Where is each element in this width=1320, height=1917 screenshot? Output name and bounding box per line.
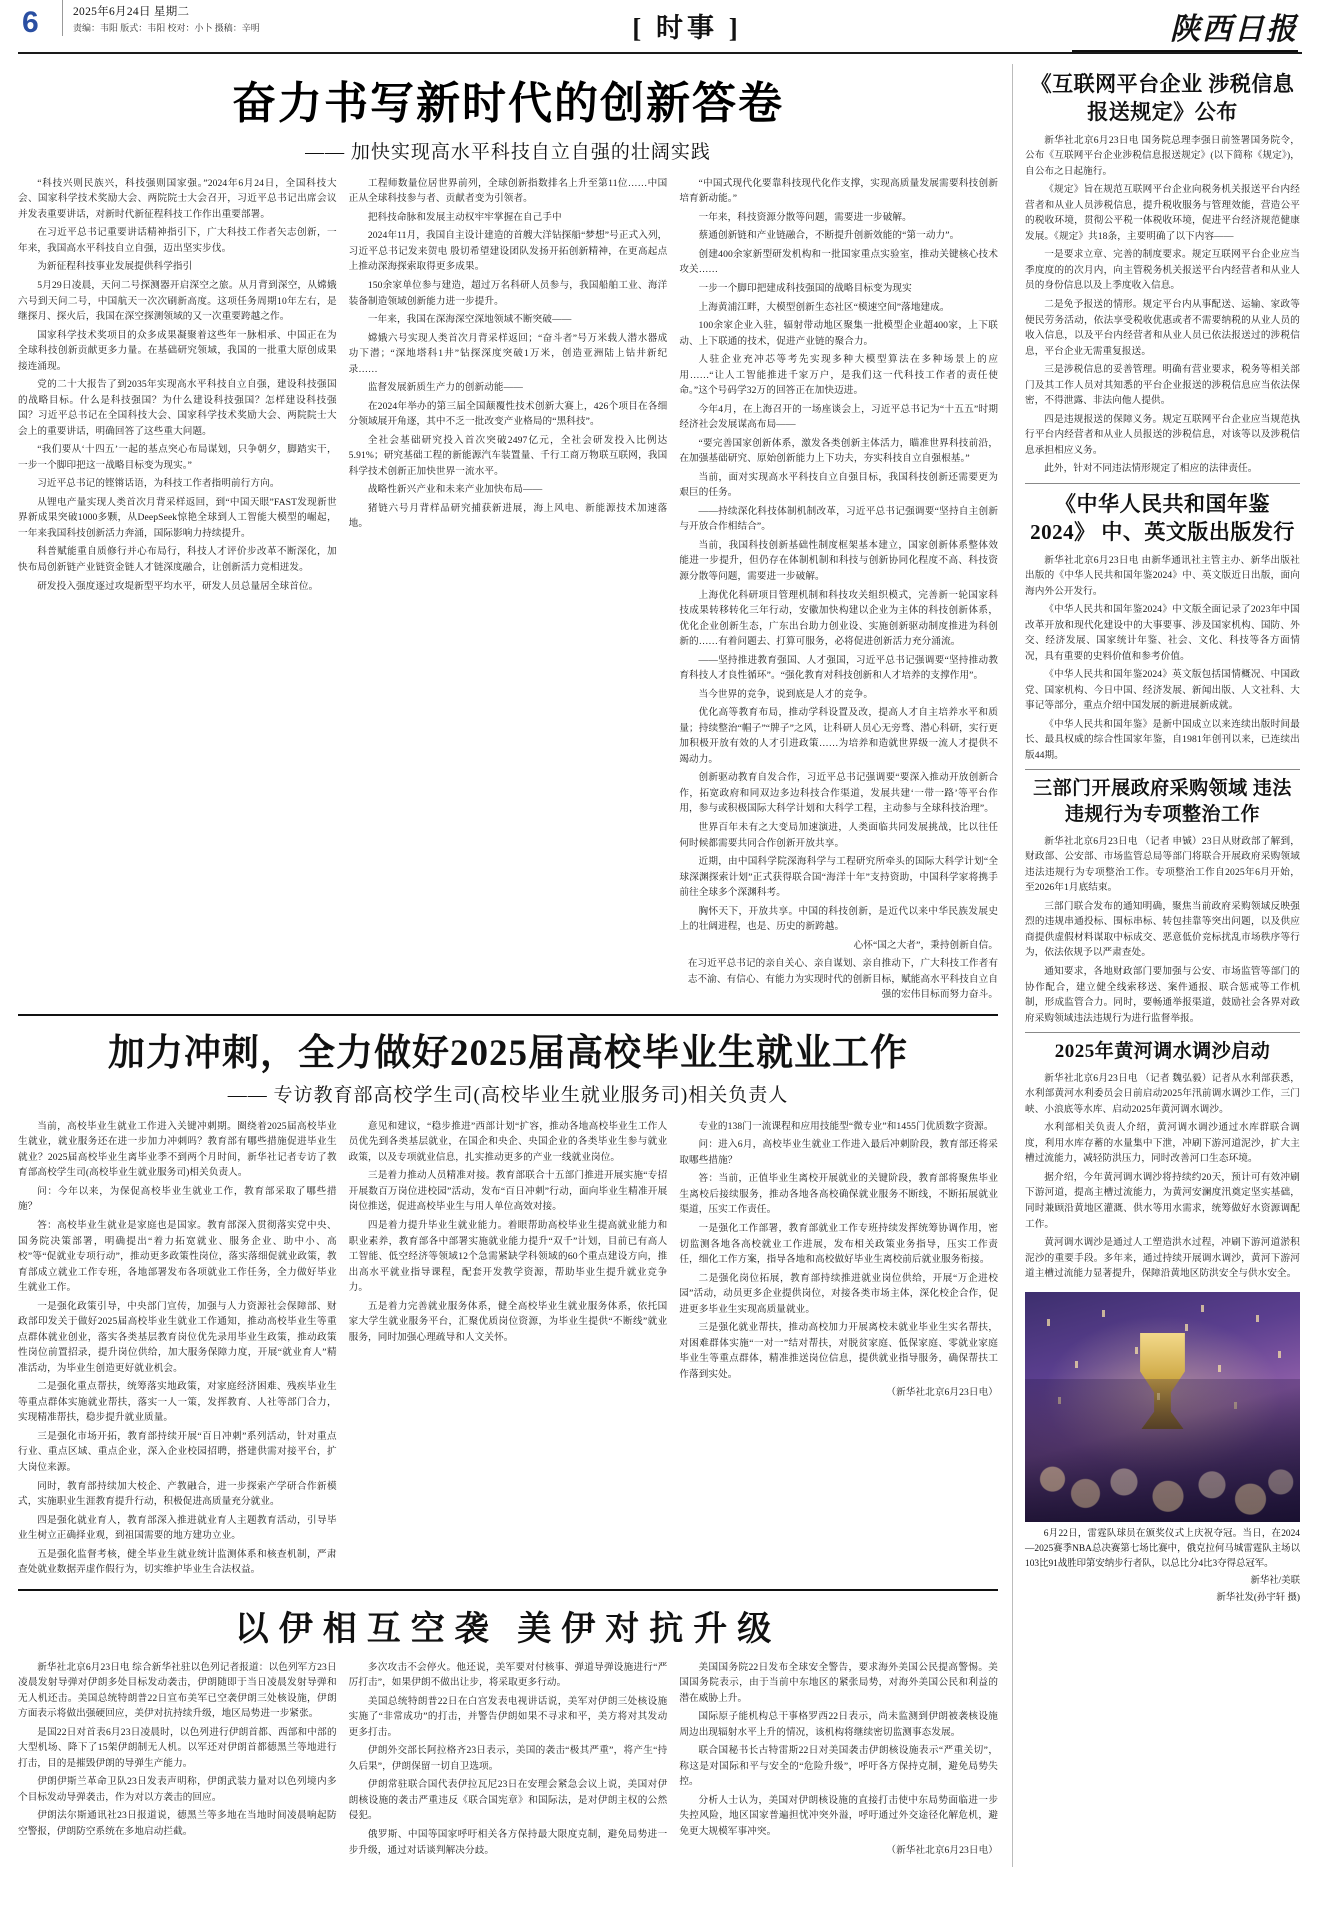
paragraph: “我们要从‘十四五’一起的基点突心布局谋划，只争朝夕，脚踏实干，一步一个脚印把这一战略目标变为现实。” [18, 444, 337, 471]
paragraph: 工程师数量位居世界前列，全球创新指数排名上升至第11位……中国正从全球科技参与者、贡献者变为引领者。 [348, 177, 668, 205]
paragraph: 四是强化就业育人，教育部深入推进就业育人主题教育活动，引导毕业生树立正确择业观，到祖国需要的地方建功立业。 [18, 1514, 337, 1542]
sidebar-article-procurement [1025, 776, 1300, 1026]
sidebar-divider-1 [1025, 483, 1300, 484]
paragraph: 一年来，科技资源分散等问题，需要进一步破解。 [698, 211, 912, 223]
column-3 [679, 176, 998, 1006]
paragraph: 人驻企业充冲芯等考先实现多种大模型算法在多种场景上的应用……“让人工智能推进千家万户，是我们这一代科技工作者的责任使命。”这个号码学32万的回答正在加快迈进。 [679, 354, 999, 397]
paragraph: 专业的138门一流课程和应用技能型“微专业”和1455门优质数字资源。 [698, 1120, 994, 1132]
paragraph: 把科技命脉和发展主动权牢牢掌握在自己手中 [367, 211, 562, 223]
paragraph: 二是强化岗位拓展，教育部持续推进就业岗位供给，开展“万企进校园”活动，动员更多企业提供岗位，对接各类市场主体，深化校企合作，促进更多毕业生实现高质量就业。 [679, 1272, 999, 1315]
page-body [18, 64, 1302, 1867]
paragraph: 一是要求立章、完善的制度要求。规定互联网平台企业应当季度度的的次月内，向主管税务机关报送平台内经营者和从业人员的身份信息以及上季度收入信息。 [1025, 249, 1300, 292]
publication-date: 2025年6月24日 星期二 [73, 6, 190, 18]
column-2 [349, 176, 668, 1006]
paragraph: “要完善国家创新体系，激发各类创新主体活力，瞄准世界科技前沿，在加强基础研究、原始创新能力上下功夫，夯实科技自立自强根基。” [679, 437, 999, 465]
sidebar-divider-3 [1025, 1032, 1300, 1033]
paragraph: 研发投入强度逐过攻堤新型平均水平，研发人员总量居全球首位。 [37, 580, 319, 592]
article-employment-headline: 加力冲刺，全力做好2025届高校毕业生就业工作 [108, 1032, 908, 1074]
paragraph: 五是着力完善就业服务体系，健全高校毕业生就业服务体系，依托国家大学生就业服务平台，汇聚优质岗位资源，为毕业生提供“不断线”就业服务，同时加强心理疏导和人文关怀。 [348, 1300, 668, 1343]
paragraph: 水利部相关负责人介绍，黄河调水调沙通过水库群联合调度，利用水库存蓄的水量集中下泄，冲刷下游河道泥沙，扩大主槽过流能力，减轻防洪压力，同时改善河口生态环境。 [1025, 1122, 1300, 1165]
paragraph: 在2024年举办的第三届全国颠覆性技术创新大赛上，426个项目在各细分领域展开角逐，其中不乏一批改变产业格局的“黑科技”。 [348, 400, 668, 428]
paragraph: 是国22日对首表6月23日凌晨时，以色列进行伊朗首都、西部和中部的大型机场、降下了15架伊朗制无人机。以军还对伊朗首都德黑兰等地进行打击，目的是摧毁伊朗的导弹生产能力。 [18, 1726, 337, 1769]
paragraph: 新华社北京6月23日电 （记者 申铖）23日从财政部了解到，财政部、公安部、市场监管总局等部门将联合开展政府采购领域违法违规行为专项整治工作。专项整治工作自2025年6月开始，至2026年1月底结束。 [1025, 835, 1300, 894]
paragraph: 100余家企业入驻，辐射带动地区聚集一批模型企业超400家，上下联动、上下联通的技术，促进产业链的聚合力。 [679, 320, 999, 347]
sidebar-zone [1012, 64, 1300, 1867]
sidebar-article-yearbook [1025, 490, 1300, 764]
masthead-meta [62, 0, 302, 36]
paragraph: 胸怀天下，开放共享。中国的科技创新，是近代以来中华民族发展史上的壮阔进程，也是、历史的新跨越。 [679, 905, 999, 933]
article-employment-subhead: —— 专访教育部高校学生司(高校毕业生就业服务司)相关负责人 [227, 1084, 789, 1106]
section-divider-2 [18, 1589, 998, 1591]
paragraph: 新华社北京6月23日电 （记者 魏弘毅）记者从水利部获悉，水利部黄河水利委员会日前启动2025年汛前调水调沙工作，三门峡、小浪底等水库、启动2025年黄河调水调沙。 [1025, 1072, 1300, 1115]
paragraph: “科技兴则民族兴，科技强则国家强。”2024年6月24日，全国科技大会、国家科学技术奖励大会、两院院士大会召开，习近平总书记出席会议并发表重要讲话，对新时代新征程科技工作作出重要部署。 [18, 177, 337, 220]
article-israel-iran [18, 1601, 998, 1861]
sidebar-headline-procurement: 三部门开展政府采购领域 违法违规行为专项整治工作 [1033, 778, 1292, 826]
paragraph: 一年来，我国在深海深空深地领域不断突破—— [367, 314, 572, 326]
sidebar-divider-2 [1025, 769, 1300, 770]
paragraph: 近期，由中国科学院深海科学与工程研究所牵头的国际大科学计划“全球深渊探索计划”正式获得联合国“海洋十年”支持资助，中国科学家将携手前往全球多个深渊科考。 [679, 856, 999, 899]
column-3 [679, 1660, 998, 1861]
paragraph: 全社会基础研究投入首次突破2497亿元，全社会研发投入比例达5.91%；研究基础工程的新能源汽车装置量、千行工商万物联互联网，我国科学技术创新正加快世界一流水平。 [348, 434, 668, 477]
paragraph: 科普赋能重自质修行并心布局行，科技人才评价步改革不断深化，加快布局创新链产业链资金链人才链深度融合，让创新活力竞相迸发。 [18, 546, 337, 574]
photo-crowd [1025, 1379, 1300, 1522]
paragraph: 习近平总书记的铿锵话语，为科技工作者指明前行方向。 [37, 478, 280, 490]
column-3 [679, 1119, 998, 1581]
sidebar-headline-yellow-river: 2025年黄河调水调沙启动 [1054, 1041, 1271, 1063]
sidebar-headline-platform-tax: 《互联网平台企业 涉税信息报送规定》公布 [1030, 72, 1295, 125]
photo-credit: 新华社/美联 [1250, 1575, 1300, 1586]
paragraph: 三是强化市场开拓，教育部持续开展“百日冲刺”系列活动，针对重点行业、重点区域、重点企业，深入企业校园招聘，搭建供需对接平台，扩大岗位来源。 [18, 1430, 337, 1473]
paragraph: 四是着力提升毕业生就业能力。着眼帮助高校毕业生提高就业能力和职业素养，教育部各中部署实施就业能力提升“双千”计划，目前已有高人工智能、低空经济等领域12个急需紧缺学科领域的60个重点建设方向，推出高水平就业指导课程，配套开发教学资源，帮助毕业生提升就业竞争力。 [348, 1220, 668, 1294]
sidebar-article-platform-tax [1025, 70, 1300, 477]
paragraph: 上海黄浦江畔，大模型创新生态社区“模速空间”落地建成。 [698, 301, 950, 313]
paragraph: 战略性新兴产业和未来产业加快布局—— [367, 484, 543, 496]
article-innovation-subhead: —— 加快实现高水平科技自立自强的壮阔实践 [305, 141, 711, 163]
paragraph: 今年4月，在上海召开的一场座谈会上，习近平总书记为“十五五”时期经济社会发展谋高布局—— [679, 403, 999, 431]
paragraph: 二是免予报送的情形。规定平台内从事配送、运输、家政等便民劳务活动，依法享受税收优惠或者不需要纳税的从业人员的收入信息，以及平台内经营者和从业人员已依法报送过的涉税信息，平台企业无需重复报送。 [1025, 299, 1300, 357]
paragraph: 俄罗斯、中国等国家呼吁相关各方保持最大限度克制，避免局势进一步升级，通过对话谈判解决分歧。 [348, 1829, 668, 1856]
paper-name: 陕西日报 [1170, 13, 1298, 46]
column-1 [18, 176, 337, 1006]
paragraph: 伊朗外交部长阿拉格齐23日表示，美国的袭击“极其严重”，将产生“持久后果”，伊朗保留一切自卫选项。 [348, 1745, 668, 1772]
paragraph: 创建400余家新型研发机构和一批国家重点实验室，推动关键核心技术攻关…… [679, 248, 999, 276]
paragraph: 蔡通创新链和产业链融合，不断提升创新效能的“第一动力”。 [698, 230, 960, 242]
paragraph: 创新驱动教育自发合作，习近平总书记强调要“要深入推动开放创新合作，拓宽政府和同双边多边科技合作渠道，发展共建‘一带一路’等平台作用，参与或积极国际大科学计划和大科学工程，主动参与全球科技治理”。 [679, 772, 999, 815]
dateline: 在习近平总书记的亲自关心、亲自谋划、亲自推动下，广大科技工作者有志不渝、有信心、有能力为实现时代的创新目标，赋能高水平科技自立自强的宏伟目标而努力奋斗。 [687, 958, 999, 1001]
photo-nba-celebration [1025, 1292, 1300, 1522]
paragraph: 在习近平总书记重要讲话精神指引下，广大科技工作者矢志创新，一年来，我国高水平科技自立自强，迈出坚实步伐。 [18, 227, 337, 254]
paragraph: 国家科学技术奖项目的众多成果凝聚着这些年一脉相承、中国正在为全球科技创新贡献更多力量。在基础研究领域，我国的一批重大原创成果接连涌现。 [18, 329, 337, 372]
article-innovation-headline: 奋力书写新时代的创新答卷 [232, 79, 784, 128]
paragraph: 猪链六号月背样品研究捕获新进展，海上风电、新能源技术加速落地。 [348, 502, 668, 530]
paragraph: 一步一个脚印把建成科技强国的战略目标变为现实 [698, 282, 912, 294]
page-bottom-credit: 新华社发(孙宇轩 摄) [1216, 1592, 1300, 1603]
main-zone [18, 64, 998, 1867]
paragraph: 当前，高校毕业生就业工作进入关键冲刺期。圈绕着2025届高校毕业生就业，就业服务还在进一步加力冲刺吗？教育部有哪些措施促进毕业生就业？2025届高校毕业生离毕业季不到两个月时间，新华社记者专访了教育部高校学生司(高校毕业生就业服务司)相关负责人。 [18, 1120, 337, 1179]
page-number: 6 [22, 6, 39, 39]
paragraph: 伊朗伊斯兰革命卫队23日发表声明称，伊朗武装力量对以色列境内多个目标发动导弹袭击，作为对以方袭击的回应。 [18, 1776, 337, 1803]
paragraph: 问：进入6月，高校毕业生就业工作进入最后冲刺阶段，教育部还将采取哪些措施？ [679, 1139, 999, 1166]
article-israel-columns [18, 1660, 998, 1861]
paragraph: 意见和建议，“稳步推进”西部计划“扩容，推动各地高校毕业生工作人员优先到各类基层就业，在国企和央企、央国企业的各类毕业生参与就业政策，以及专项就业信息，扎实推动更多的产业一线就业岗位。 [348, 1120, 668, 1163]
paragraph: 一是强化政策引导，中央部门宣传，加强与人力资源社会保障部、财政部印发关于做好2025届高校毕业生就业工作通知，推动高校毕业生等重点群体就业创业，落实各类基层教育岗位优先录用毕业生政策，推动政策性岗位前置招录，提升岗位供给，加大服务保障力度，开展“就业育人”精准活动，为毕业生创造更好就业机会。 [18, 1300, 337, 1374]
column-2 [349, 1119, 668, 1581]
paragraph: ——坚持推进教育强国、人才强国，习近平总书记强调要“坚持推动教育科技人才良性循环”。“强化教育对科技创新和人才培养的支撑作用”。 [679, 654, 999, 682]
sidebar-article-yellow-river [1025, 1039, 1300, 1282]
article-employment [18, 1022, 998, 1581]
editorial-credits: 责编：韦阳 版式：韦阳 校对：小卜 摄稿：辛明 [73, 23, 260, 33]
paragraph: 三部门联合发布的通知明确，聚焦当前政府采购领域反映强烈的违规串通投标、围标串标、转包挂靠等突出问题，以及供应商提供虚假材料谋取中标成交、恶意低价竞标扰乱市场秩序等行为，依法依规予以严肃查处。 [1025, 900, 1300, 959]
paragraph: 同时，教育部持续加大校企、产教融合，进一步探索产学研合作新模式，实施职业生涯教育提升行动，积极促进高质量充分就业。 [18, 1480, 337, 1508]
paragraph: 当前，面对实现高水平科技自立自强目标，我国科技创新还需要更为艰巨的任务。 [679, 471, 999, 499]
paragraph: 《规定》旨在规范互联网平台企业向税务机关报送平台内经营者和从业人员涉税信息，提升税收服务与管理效能，营造公平的税收环境，贯彻公平税一体税收环境，促进平台经济规范健康发展。《规定》共18条，主要明确了以下内容—— [1025, 184, 1300, 242]
paragraph: 5月29日凌晨，天问二号探测器开启深空之旅。从月背到深空，从嫦娥六号到天问二号，中国航天一次次刷新高度。这项任务周期10年左右，是继探月、探火后，我国在深空探测领域的又一次重要跨越之作。 [18, 279, 337, 323]
dateline: （新华社北京6月23日电） [886, 1387, 999, 1399]
paragraph: 通知要求，各地财政部门要加强与公安、市场监管等部门的协作配合，建立健全线索移送、案件通报、联合惩戒等工作机制，形成监管合力。同时，要畅通举报渠道，鼓励社会各界对政府采购领域违法违规行为进行监督举报。 [1025, 965, 1300, 1024]
paragraph: 国际原子能机构总干事格罗西22日表示，尚未监测到伊朗被袭核设施周边出现辐射水平上升的情况，该机构将继续密切监测事态发展。 [679, 1711, 999, 1738]
paragraph: 多次攻击不会停火。他还说，美军要对付核事、弹道导弹设施进行“严厉打击”，如果伊朗不做出让步，将采取更多行动。 [348, 1661, 668, 1689]
paragraph: 此外，针对不同违法情形规定了相应的法律责任。 [1044, 463, 1258, 475]
paragraph: 问：今年以来，为保促高校毕业生就业工作，教育部采取了哪些措施？ [18, 1185, 337, 1213]
logo-rule [1072, 50, 1298, 52]
dateline: （新华社北京6月23日电） [886, 1844, 999, 1856]
article-employment-columns [18, 1119, 998, 1581]
paragraph: 新华社北京6月23日电 综合新华社驻以色列记者报道：以色列军方23日凌晨发射导弹对伊朗多处目标发动袭击，伊朗随即于当日凌晨发射导弹和无人机还击。美国总统特朗普22日宣布美军已空袭伊朗三处核设施，伊朗方面表示将做出强硬回应，美伊对抗持续升级，地区局势进一步紧张。 [18, 1661, 337, 1720]
paragraph: 上海优化科研项目管理机制和科技攻关组织模式，完善新一轮国家科技成果转移转化三年行动，安徽加快构建以企业为主体的科技创新体系，优化企业创新生态，广东出台助力创业设、实施创新驱动制度推进为科创新的……有着问题去、打算可服务，必将促进创新活力充分涌流。 [679, 589, 999, 648]
photo-caption: 6月22日，雷霆队球员在颁奖仪式上庆祝夺冠。当日，在2024—2025赛季NBA总决赛第七场比赛中，俄克拉何马城雷霆队主场以103比91战胜印第安纳步行者队，以总比分4比3夺得总冠军。 [1025, 1528, 1300, 1569]
article-innovation [18, 78, 998, 1006]
masthead [18, 0, 1302, 54]
paragraph: ——持续深化科技体制机制改革，习近平总书记强调要“坚持自主创新与开放合作相结合”。 [679, 505, 999, 533]
paragraph: 联合国秘书长古特雷斯22日对美国袭击伊朗核设施表示“严重关切”，称这是对国际和平与安全的“危险升级”，呼吁各方保持克制，避免局势失控。 [679, 1745, 999, 1788]
column-1 [18, 1119, 337, 1581]
paragraph: 据介绍，今年黄河调水调沙将持续约20天，预计可有效冲刷下游河道，提高主槽过流能力，为黄河安澜度汛奠定坚实基础，同时兼顾沿黄地区灌溉、供水等用水需求，统筹做好水资源调配工作。 [1025, 1171, 1300, 1230]
paragraph: 二是强化重点帮扶，统筹落实地政策，对家庭经济困难、残疾毕业生等重点群体实施就业帮扶，落实一人一策，发挥教育、人社等部门合力，实现精准帮扶，稳步提升就业质量。 [18, 1381, 337, 1424]
article-innovation-columns [18, 176, 998, 1006]
paragraph: 新华社北京6月23日电 国务院总理李强日前签署国务院令，公布《互联网平台企业涉税信息报送规定》(以下简称《规定》)，自公布之日起施行。 [1025, 134, 1300, 177]
paragraph: 《中华人民共和国年鉴2024》英文版包括国情概况、中国政党、国家机构、今日中国、经济发展、新闻出版、人文社科、大事记等部分，重点介绍中国发展的新进展新成就。 [1025, 669, 1300, 712]
paragraph: 伊朗常驻联合国代表伊拉瓦尼23日在安理会紧急会议上说，美国对伊朗核设施的袭击严重违反《联合国宪章》和国际法，是对伊朗主权的公然侵犯。 [348, 1779, 668, 1822]
paragraph: 嫦娥六号实现人类首次月背采样返回；“奋斗者”号万米载人潜水器成功下潜；“深地塔科1井”钻探深度突破1万米，创造亚洲陆上钻井新纪录…… [348, 332, 668, 375]
section-divider [18, 1014, 998, 1016]
paragraph: 伊朗法尔斯通讯社23日报道说，德黑兰等多地在当地时间凌晨响起防空警报，伊朗防空系统在多地启动拦截。 [18, 1810, 337, 1838]
paragraph: 黄河调水调沙是通过人工塑造洪水过程，冲刷下游河道淤积泥沙的重要手段。多年来，通过持续开展调水调沙，黄河下游河道主槽过流能力显著提升，保障沿黄地区防洪安全与供水安全。 [1025, 1237, 1300, 1280]
column-1 [18, 1660, 337, 1861]
paragraph: 四是违规报送的保障义务。规定互联网平台企业应当规范执行平台内经营者和从业人员报送的涉税信息，对该等以及涉税信息承担相应义务。 [1025, 413, 1300, 456]
paragraph: 2024年11月，我国自主设计建造的首艘大洋钻探船“梦想”号正式入列，习近平总书记发来贺电 殷切希望建设团队发扬开拓创新精神，在更高起点上推动深海探索取得更多成果。 [348, 230, 668, 273]
paragraph: 从锂电产量实现人类首次月背采样返回，到“中国天眼”FAST发现新世界新成果突破1000多颗，从DeepSeek惊艳全球到人工智能大模型的崛起，一年来我国科技创新活力奔涌，国际影响力持续提升。 [18, 496, 337, 539]
paper-logo [1072, 0, 1302, 52]
paragraph: 优化高等教育布局，推动学科设置及改，提高人才自主培养水平和质量；持续整治“帽子”“牌子”之风，让科研人员心无旁骛、潜心科研，实行更加积极开放有效的人才引进政策……为培养和造就世界级一流人才提供不竭动力。 [679, 707, 999, 765]
paragraph: 答：高校毕业生就业是家庭也是国家。教育部深入贯彻落实党中央、国务院决策部署，明确提出“着力拓宽就业、服务企业、助中小、高校”等“促就业专项行动”，推动更多政策性岗位，落实落细促就业政策，教育部成立就业工作专班，各地部署发布各项就业工作任务，全力做好毕业生就业工作。 [18, 1220, 337, 1294]
sidebar-headline-yearbook: 《中华人民共和国年鉴2024》 中、英文版出版发行 [1030, 491, 1295, 545]
paragraph: 一是强化工作部署，教育部就业工作专班持续发挥统筹协调作用，密切监测各地各高校就业工作进展，发布相关政策业务指导，压实工作责任，细化工作方案，指导各地和高校做好毕业生离校前后就业服务衔接。 [679, 1223, 999, 1266]
paragraph: 五是强化监督考核，健全毕业生就业统计监测体系和核查机制，严肃查处就业数据弄虚作假行为，切实维护毕业生合法权益。 [18, 1548, 337, 1576]
paragraph: 三是着力推动人员精准对接。教育部联合十五部门推进开展实施“专招开展数百万岗位进校园”活动，发布“百日冲刺”行动，面向毕业生精准开展岗位推送，促进高校毕业生与用人单位高效对接。 [348, 1170, 668, 1213]
paragraph: 《中华人民共和国年鉴》是新中国成立以来连续出版时间最长、最具权威的综合性国家年鉴，自1981年创刊以来，已连续出版44期。 [1025, 718, 1300, 761]
paragraph: 美国总统特朗普22日在白宫发表电视讲话说，美军对伊朗三处核设施实施了“非常成功”的打击，并警告伊朗如果不寻求和平，美方将对其发动更多打击。 [348, 1695, 668, 1738]
paragraph: 分析人士认为，美国对伊朗核设施的直接打击使中东局势面临进一步失控风险，地区国家普遍担忧冲突外溢，呼吁通过外交途径化解危机，避免更大规模军事冲突。 [679, 1794, 999, 1838]
paragraph: 新华社北京6月23日电 由新华通讯社主管主办、新华出版社出版的《中华人民共和国年鉴2024》中、英文版近日出版，面向海内外公开发行。 [1025, 554, 1300, 597]
column-2 [349, 1660, 668, 1861]
article-israel-headline: 以伊相互空袭 美伊对抗升级 [234, 1610, 782, 1648]
paragraph: 三是强化就业帮扶，推动高校加力开展离校未就业毕业生实名帮扶，对困难群体实施“一对一”结对帮扶，对脱贫家庭、低保家庭、零就业家庭毕业生等重点群体，精准推送岗位信息，提供就业指导服务，确保帮扶工作落到实处。 [679, 1322, 999, 1380]
paragraph: 监督发展新质生产力的创新动能—— [367, 382, 523, 394]
paragraph: 当前，我国科技创新基础性制度框架基本建立，国家创新体系整体效能进一步提升，但仍存在体制机制和科技与创新协同化程度不高、科技资源分散等问题，需要进一步破解。 [679, 539, 999, 583]
paragraph: 党的二十大报告了到2035年实现高水平科技自立自强，建设科技强国的战略目标。什么是科技强国？为什么建设科技强国？怎样建设科技强国？习近平总书记在全国科技大会、国家科学技术奖励大会、两院院士大会上的重要讲话，明确回答了这些重大问题。 [18, 379, 337, 437]
paragraph: 美国国务院22日发布全球安全警告，要求海外美国公民提高警惕。美国国务院表示，由于当前中东地区的紧张局势，对海外美国公民和利益的潜在威胁上升。 [679, 1661, 999, 1704]
paragraph: 世界百年未有之大变局加速演进，人类面临共同发展挑战，比以往任何时候都需要共同合作创新开放共享。 [679, 821, 999, 849]
paragraph: 三是涉税信息的妥善管理。明确有营业要求，税务等相关部门及其工作人员对其知悉的平台企业报送的涉税信息应当依法保密，不得泄露、非法向他人提供。 [1025, 364, 1300, 407]
paragraph: 150余家单位参与建造，超过万名科研人员参与，我国船舶工业、海洋装备制造领域创新能力进一步提升。 [348, 279, 668, 307]
section-title: [ 时事 ] [632, 13, 742, 43]
byline: 心怀“国之大者”，秉持创新自信。 [853, 939, 999, 951]
paragraph: “中国式现代化要靠科技现代化作支撑，实现高质量发展需要科技创新培育新动能。” [679, 177, 999, 205]
paragraph: 答：当前，正值毕业生离校开展就业的关键阶段，教育部将聚焦毕业生离校后接续服务，推动各地各高校确保就业服务不断线，不断拓展就业渠道，压实工作责任。 [679, 1173, 999, 1216]
paragraph: 当今世界的竞争，说到底是人才的竞争。 [698, 688, 874, 700]
paragraph: 《中华人民共和国年鉴2024》中文版全面记录了2023年中国改革开放和现代化建设中的大事要事、涉及国家机构、国防、外交、经济发展、国家统计年鉴、社会、文化、科技等各方面情况，具有重要的史料价值和参考价值。 [1025, 604, 1300, 662]
paragraph: 为新征程科技事业发展提供科学指引 [37, 261, 193, 273]
